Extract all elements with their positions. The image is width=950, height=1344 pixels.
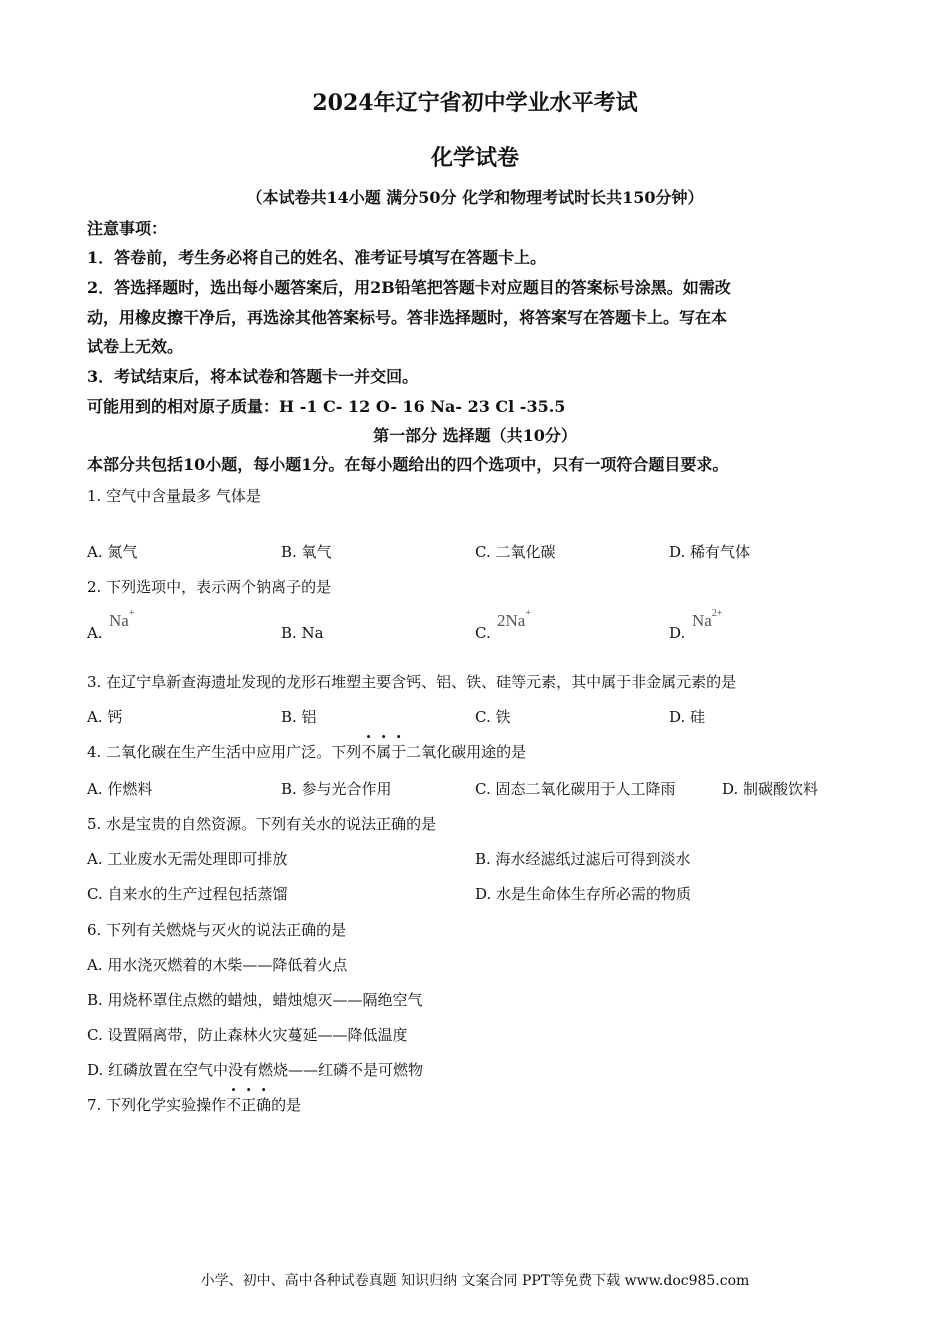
part1-instructions: 本部分共包括10小题，每小题1分。在每小题给出的四个选项中，只有一项符合题目要求。 [87,455,729,474]
question-2-stem: 2. 下列选项中，表示两个钠离子的是 [87,578,332,596]
q4-option-a: A. 作燃料 [87,780,153,798]
q4-option-c: C. 固态二氧化碳用于人工降雨 [475,780,676,798]
question-7-stem: 7. 下列化学实验操作不正确的是 [87,1096,302,1114]
question-4-stem: 4. 二氧化碳在生产生活中应用广泛。下列不属于二氧化碳用途的是 [87,743,527,761]
question-6-stem: 6. 下列有关燃烧与灭火的说法正确的是 [87,921,347,939]
q3-option-c: C. 铁 [475,708,511,726]
q1-option-d: D. 稀有气体 [669,543,751,561]
exam-info: （本试卷共14小题 满分50分 化学和物理考试时长共150分钟） [246,188,704,207]
q2-option-d-ion: $Na^{2+}$ [692,608,723,630]
q6-option-b: B. 用烧杯罩住点燃的蜡烛，蜡烛熄灭——隔绝空气 [87,991,423,1009]
q1-option-b: B. 氧气 [281,543,332,561]
note-2-line-1: 2．答选择题时，选出每小题答案后，用2B铅笔把答题卡对应题目的答案标号涂黑。如需改 [87,278,731,297]
q6-option-a: A. 用水浇灭燃着的木柴——降低着火点 [87,956,348,974]
question-3-stem: 3. 在辽宁阜新查海遗址发现的龙形石堆塑主要含钙、铝、铁、硅等元素，其中属于非金属元素的是 [87,673,737,691]
q5-option-c: C. 自来水的生产过程包括蒸馏 [87,885,288,903]
note-2-line-2: 动，用橡皮擦干净后，再选涂其他答案标号。答非选择题时，将答案写在答题卡上。写在本 [87,308,728,327]
q6-option-c: C. 设置隔离带，防止森林火灾蔓延——降低温度 [87,1026,408,1044]
q1-option-c: C. 二氧化碳 [475,543,556,561]
emphasis-char: 不 [226,1096,242,1114]
q3-option-a: A. 钙 [87,708,123,726]
note-1: 1．答卷前，考生务必将自己的姓名、准考证号填写在答题卡上。 [87,248,547,267]
q2-option-d: D. [669,624,686,642]
emphasis-char: 于 [391,743,407,761]
q2-option-a-ion: Na+ [109,608,135,630]
q3-option-b: B. 铝 [281,708,317,726]
question-1-stem: 1. 空气中含量最多 气体是 [87,487,261,505]
q6-option-d: D. 红磷放置在空气中没有燃烧——红磷不是可燃物 [87,1061,424,1079]
q2-option-a: A. [87,624,103,642]
question-5-stem: 5. 水是宝贵的自然资源。下列有关水的说法正确的是 [87,815,437,833]
q3-option-d: D. 硅 [669,708,706,726]
emphasis-char: 确 [256,1096,272,1114]
q4-option-d: D. 制碳酸饮料 [722,780,819,798]
atomic-mass-list: 可能用到的相对原子质量：H -1 C- 12 O- 16 Na- 23 Cl -35.5 [87,397,566,416]
part1-heading: 第一部分 选择题（共10分） [373,426,577,445]
q4-option-b: B. 参与光合作用 [281,780,392,798]
q5-option-b: B. 海水经滤纸过滤后可得到淡水 [475,850,691,868]
note-2-line-3: 试卷上无效。 [87,337,184,356]
q2-option-b: B. Na [281,624,324,642]
q5-option-d: D. 水是生命体生存所必需的物质 [475,885,692,903]
emphasis-char: 不 [361,743,377,761]
q2-option-c-ion: 2Na+ [497,608,531,630]
notes-heading: 注意事项： [87,219,168,238]
q2-option-c: C. [475,624,491,642]
subject-title: 化学试卷 [430,145,519,171]
exam-title: 2024年辽宁省初中学业水平考试 [312,90,638,116]
emphasis-char: 属 [376,743,392,761]
q5-option-a: A. 工业废水无需处理即可排放 [87,850,288,868]
emphasis-char: 正 [241,1096,257,1114]
q1-option-a: A. 氮气 [87,543,138,561]
footer-ad: 小学、初中、高中各种试卷真题 知识归纳 文案合同 PPT等免费下载 www.doc985.com [200,1273,750,1289]
note-3: 3．考试结束后，将本试卷和答题卡一并交回。 [87,367,419,386]
